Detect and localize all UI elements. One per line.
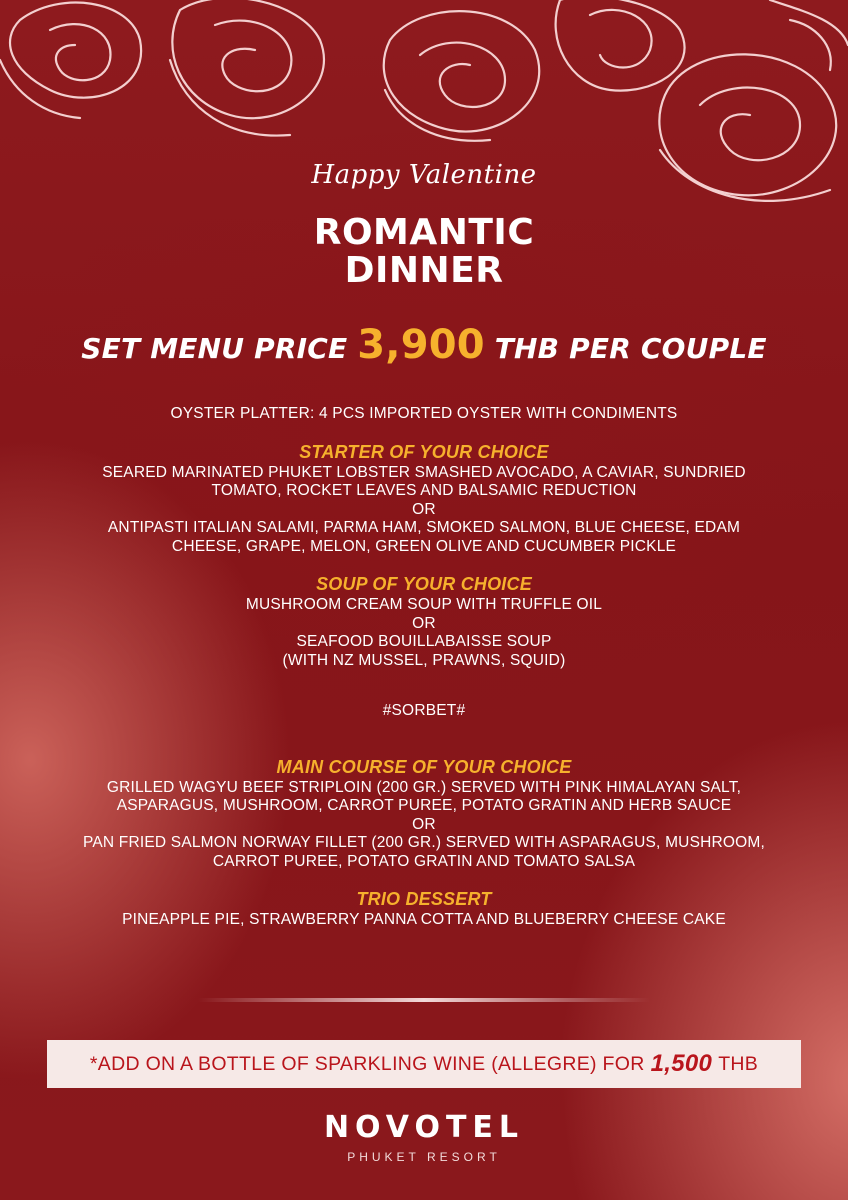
soup-heading: SOUP OF YOUR CHOICE: [316, 574, 532, 594]
starter-heading: STARTER OF YOUR CHOICE: [299, 441, 549, 462]
starter-option-1-line-2: TOMATO, ROCKET LEAVES AND BALSAMIC REDUCTION: [211, 482, 637, 499]
starter-option-2-line-2: CHEESE, GRAPE, MELON, GREEN OLIVE AND CUCUMBER PICKLE: [171, 537, 677, 555]
novotel-logo: NOVOTEL: [323, 1110, 525, 1145]
price-amount: 3,900: [357, 322, 485, 368]
main-option-1-line-2: ASPARAGUS, MUSHROOM, CARROT PUREE, POTATO GRATIN AND HERB SAUCE: [116, 797, 732, 814]
addon-amount: 1,500: [650, 1050, 713, 1077]
dessert-items: PINEAPPLE PIE, STRAWBERRY PANNA COTTA AND BLUEBERRY CHEESE CAKE: [122, 911, 726, 928]
starter-or: OR: [412, 500, 436, 518]
main-course-heading: MAIN COURSE OF YOUR CHOICE: [276, 756, 572, 777]
rose-2-icon: [170, 0, 324, 136]
sorbet: #SORBET#: [382, 702, 466, 719]
main-option-1-line-1: GRILLED WAGYU BEEF STRIPLOIN (200 GR.) SERVED WITH PINK HIMALAYAN SALT,: [106, 778, 742, 796]
happy-valentine-script: Happy Valentine: [311, 160, 537, 190]
main-option-2-line-1: PAN FRIED SALMON NORWAY FILLET (200 GR.) SERVED WITH ASPARAGUS, MUSHROOM,: [82, 834, 766, 851]
rose-1-icon: [0, 3, 141, 118]
addon-prefix: *ADD ON A BOTTLE OF SPARKLING WINE (ALLEGRE) FOR: [89, 1052, 645, 1075]
rose-4-icon: [556, 0, 685, 91]
soup-option-2-line-2: (WITH NZ MUSSEL, PRAWNS, SQUID): [282, 651, 566, 669]
starter-option-2-line-1: ANTIPASTI ITALIAN SALAMI, PARMA HAM, SMOKED SALMON, BLUE CHEESE, EDAM: [107, 519, 741, 536]
divider: [198, 998, 650, 1002]
soup-option-1: MUSHROOM CREAM SOUP WITH TRUFFLE OIL: [245, 596, 603, 613]
page-title: [0, 214, 848, 290]
phuket-resort-subtitle: PHUKET RESORT: [347, 1150, 501, 1164]
price-prefix: SET MENU PRICE: [81, 332, 348, 365]
title-line-2: DINNER: [344, 250, 504, 291]
sparkling-wine-addon-banner: [47, 1040, 801, 1088]
rose-3-icon: [384, 11, 539, 141]
set-menu-price: [0, 322, 848, 368]
soup-or: OR: [412, 614, 436, 632]
addon-suffix: THB: [718, 1052, 759, 1075]
main-or: OR: [412, 815, 436, 833]
main-option-2-line-2: CARROT PUREE, POTATO GRATIN AND TOMATO SALSA: [212, 852, 636, 870]
title-line-1: ROMANTIC: [313, 212, 535, 253]
starter-option-1-line-1: SEARED MARINATED PHUKET LOBSTER SMASHED AVOCADO, A CAVIAR, SUNDRIED: [102, 463, 746, 481]
dessert-heading: TRIO DESSERT: [356, 889, 492, 909]
price-suffix: THB PER COUPLE: [494, 332, 767, 365]
soup-option-2-line-1: SEAFOOD BOUILLABAISSE SOUP: [296, 633, 552, 650]
menu-body: [0, 405, 848, 930]
oyster-platter: OYSTER PLATTER: 4 PCS IMPORTED OYSTER WITH CONDIMENTS: [170, 405, 678, 422]
